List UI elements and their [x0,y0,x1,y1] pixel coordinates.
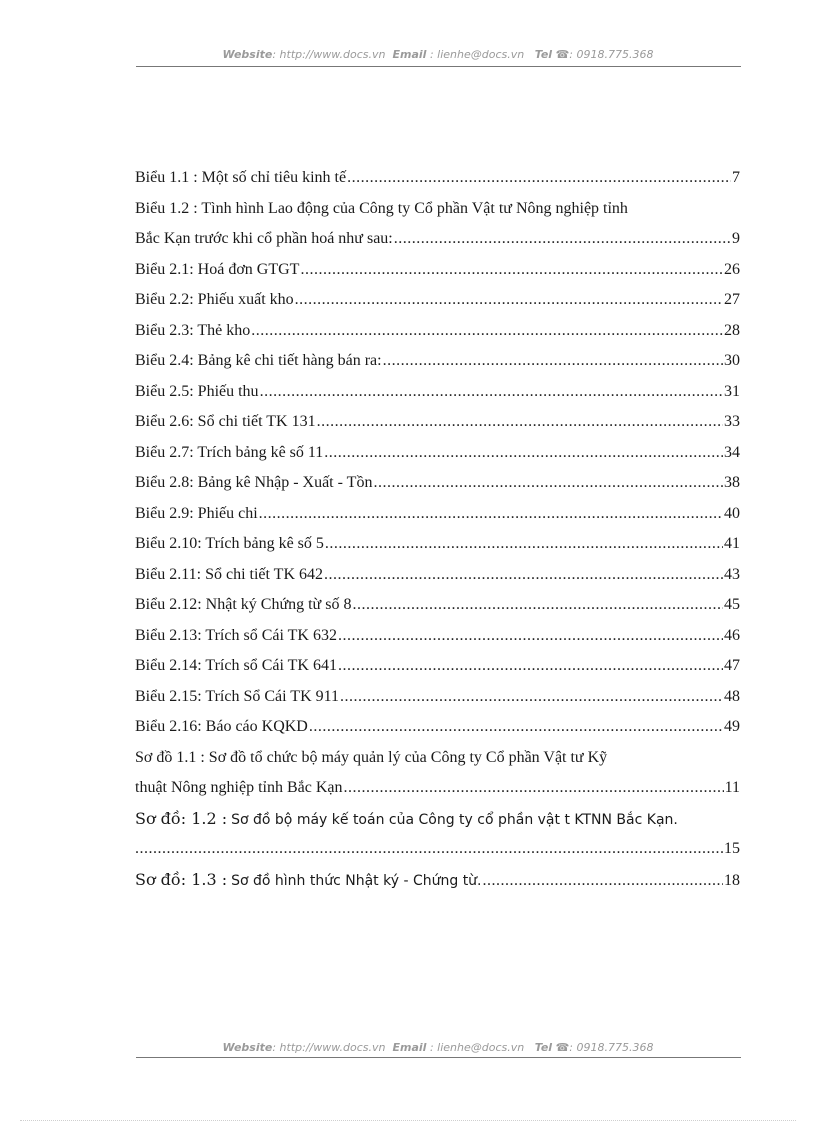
toc-page-number: 38 [724,474,740,491]
toc-entry-text: Biểu 2.15: Trích Sổ Cái TK 911 [135,687,340,705]
toc-entry-text: Biểu 2.9: Phiếu chi [135,504,258,522]
toc-entry [135,163,740,194]
toc-entry [135,438,740,469]
toc-entry [135,499,740,530]
toc-entry [135,682,740,713]
toc-entry-line [135,804,740,835]
toc-page-number: 34 [724,443,740,461]
email-label: Email [392,48,427,61]
leader-dots [383,346,723,377]
toc-page-number: 15 [724,840,740,857]
leader-dots [344,773,724,804]
leader-dots [251,316,723,347]
toc-page-number: 45 [724,596,740,613]
leader-dots [309,712,723,743]
toc-entry [135,407,740,438]
toc-entry [135,468,740,499]
leader-dots [325,529,723,560]
leader-dots [483,866,723,896]
phone-icon: ☎ [555,1041,570,1054]
toc-entry [135,590,740,621]
toc-entry-line: Sơ đồ 1.1 : Sơ đồ tổ chức bộ máy quản lý của Công ty Cổ phần Vật tư Kỹ [135,748,608,766]
toc-page-number: 11 [724,779,740,796]
leader-dots [373,468,723,499]
toc-entry-label: Sơ đồ: 1.3 : [135,869,228,889]
leader-dots [300,255,723,286]
tel-label: Tel [534,1041,553,1054]
tel-value: : 0918.775.368 [569,48,654,61]
page-edge-dots [20,1120,796,1121]
toc-entry-text: thuật Nông nghiệp tỉnh Bắc Kạn [135,779,343,796]
toc-entry-text: Sơ đồ hình thức Nhật ký - Chứng từ. [231,872,482,889]
leader-dots [317,407,723,438]
toc-entry-text: Biểu 2.16: Báo cáo KQKD [135,718,308,735]
toc-entry [135,316,740,347]
toc-entry-text: Biểu 2.4: Bảng kê chi tiết hàng bán ra: [135,352,382,369]
leader-dots [135,834,723,865]
toc-page-number: 30 [724,352,740,369]
toc-entry-text: Biểu 2.12: Nhật ký Chứng từ số 8 [135,596,352,613]
toc-page-number: 43 [724,565,740,583]
leader-dots [338,621,723,652]
toc-page-number: 27 [724,291,740,308]
toc-page-number: 47 [724,657,740,674]
website-label: Website [222,48,273,61]
toc-page-number: 40 [724,504,740,522]
toc-entry [135,255,740,286]
toc-entry [135,529,740,560]
header-rule [136,66,741,67]
toc-entry-text: Biểu 2.2: Phiếu xuất kho [135,291,294,308]
toc-entry-line: Biểu 1.2 : Tình hình Lao động của Công ty Cổ phần Vật tư Nông nghiệp tỉnh [135,199,628,217]
page-header [136,48,740,61]
toc-page-number: 46 [724,626,740,644]
tel-value: : 0918.775.368 [569,1041,654,1054]
toc-page-number: 41 [724,535,740,552]
toc-entry [135,865,740,896]
toc-entry-text: Biểu 2.5: Phiếu thu [135,382,259,400]
toc-entry-text: Biểu 2.1: Hoá đơn GTGT [135,260,300,278]
toc-entry-text: Sơ đồ bộ máy kế toán của Công ty cổ phần vật t KTNN Bắc Kạn. [231,811,678,828]
toc-entry [135,621,740,652]
toc-page-number: 7 [732,169,740,186]
toc-entry-text: Biểu 2.11: Sổ chi tiết TK 642 [135,565,323,583]
toc-entry-text: Biểu 2.3: Thẻ kho [135,321,251,339]
phone-icon: ☎ [555,48,570,61]
toc-entry [135,712,740,743]
table-of-contents [135,163,740,895]
leader-dots [324,438,723,469]
toc-entry [135,773,740,804]
toc-page-number: 9 [732,230,740,247]
toc-entry-text: Biểu 1.1 : Một số chỉ tiêu kinh tế [135,169,347,186]
leader-dots [295,285,723,316]
toc-entry-text: Biểu 2.6: Sổ chi tiết TK 131 [135,413,316,430]
leader-dots [259,499,723,530]
toc-page-number: 49 [724,718,740,735]
toc-entry-label: Sơ đồ: 1.2 : [135,808,228,828]
toc-page-number: 31 [724,382,740,400]
toc-page-number: 48 [724,687,740,705]
toc-entry [135,346,740,377]
website-value: : http://www.docs.vn [272,48,386,61]
toc-entry [135,224,740,255]
leader-dots [347,163,731,194]
website-label: Website [222,1041,273,1054]
leader-dots [394,224,731,255]
toc-page-number: 18 [724,871,740,889]
toc-entry [135,651,740,682]
toc-entry [135,377,740,408]
toc-entry [135,285,740,316]
website-value: : http://www.docs.vn [272,1041,386,1054]
toc-entry-text: Biểu 2.10: Trích bảng kê số 5 [135,535,324,552]
page-footer [136,1041,740,1054]
tel-label: Tel [534,48,553,61]
toc-page-number: 26 [724,260,740,278]
toc-entry [135,834,740,865]
leader-dots [260,377,723,408]
email-label: Email [392,1041,427,1054]
toc-entry [135,560,740,591]
toc-page-number: 33 [724,413,740,430]
toc-entry-text: Biểu 2.7: Trích bảng kê số 11 [135,443,324,461]
email-value: : lienhe@docs.vn [429,1041,525,1054]
leader-dots [340,682,723,713]
leader-dots [352,590,723,621]
toc-entry-text: Biểu 2.8: Bảng kê Nhập - Xuất - Tồn [135,474,373,491]
toc-entry-text: Biểu 2.13: Trích sổ Cái TK 632 [135,626,337,644]
toc-entry-text: Bắc Kạn trước khi cổ phần hoá như sau: [135,230,393,247]
toc-page-number: 28 [724,321,740,339]
leader-dots [338,651,723,682]
leader-dots [324,560,723,591]
footer-rule [136,1057,741,1058]
toc-entry-text: Biểu 2.14: Trích sổ Cái TK 641 [135,657,337,674]
email-value: : lienhe@docs.vn [429,48,525,61]
